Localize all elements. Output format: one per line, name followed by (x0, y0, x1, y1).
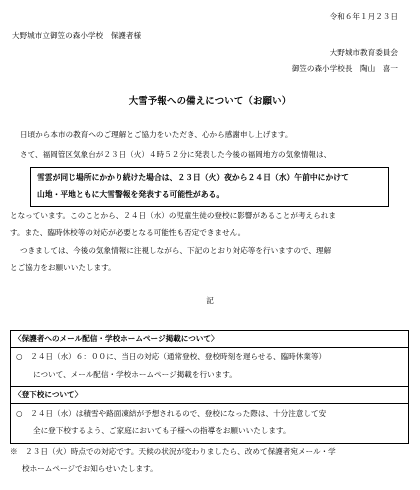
box-divider (11, 347, 408, 348)
weather-notice-box (30, 167, 389, 207)
recipient-line: 大野城市立御笠の森小学校 保護者様 (12, 31, 142, 40)
paragraph-request-line: つきましては、今後の気象情報に注視しながら、下記のとおり対応等を行いますので、理解 (20, 246, 332, 255)
footnote-line: 校ホームページでお知らせいたします。 (22, 464, 158, 473)
paragraph-impact-line: となっています。このことから、２４日（水）の児童生徒の登校に影響があることが考えられま (10, 211, 336, 220)
paragraph-weather-intro: さて、福岡管区気象台が２３日（火）４時５２分に発表した今後の福岡地方の気象情報は、 (20, 150, 332, 159)
paragraph-impact-line: す。また、臨時休校等の対応が必要となる可能性も否定できません。 (10, 228, 246, 237)
box-divider (11, 403, 408, 404)
section-mail-line: ○ ２４日（水）６：００に、当日の対応（通常登校、登校時刻を遅らせる、臨時休業等） (16, 352, 327, 361)
section-mail-line: について、メール配信・学校ホームページ掲載を行います。 (33, 370, 237, 379)
document-date: 令和６年１月２３日 (329, 12, 398, 21)
sender-organization: 大野城市教育委員会 (329, 48, 398, 57)
weather-notice-line: 山地・平地ともに大雪警報を発表する可能性がある。 (37, 190, 225, 199)
section-title-commute: 〈登下校について〉 (14, 390, 83, 399)
section-title-mail: 〈保護者へのメール配信・学校ホームページ掲載について〉 (14, 334, 219, 343)
ki-heading: 記 (206, 296, 214, 305)
sender-name: 御笠の森小学校長 陶山 喜一 (291, 64, 398, 73)
section-commute-line: ○ ２４日（水）は積雪や路面凍結が予想されるので、登校になった際は、十分注意して安 (16, 409, 327, 418)
response-details-box (10, 330, 409, 444)
weather-notice-line: 雪雲が同じ場所にかかり続けた場合は、２３日（火）夜から２４日（水）午前中にかけて (37, 173, 349, 182)
document-title: 大雪予報への備えについて（お願い） (128, 96, 292, 107)
box-divider (11, 386, 408, 387)
section-commute-line: 全に登下校するよう、ご家庭においても子様への指導をお願いいたします。 (33, 426, 291, 435)
footnote-line: ※ ２３日（火）時点での対応です。天候の状況が変わりましたら、改めて保護者宛メール・学 (10, 447, 336, 456)
paragraph-request-line: とご協力をお願いいたします。 (10, 263, 116, 272)
paragraph-greeting: 日頃から本市の教育へのご理解とご協力をいただき、心から感謝申し上げます。 (20, 130, 293, 139)
